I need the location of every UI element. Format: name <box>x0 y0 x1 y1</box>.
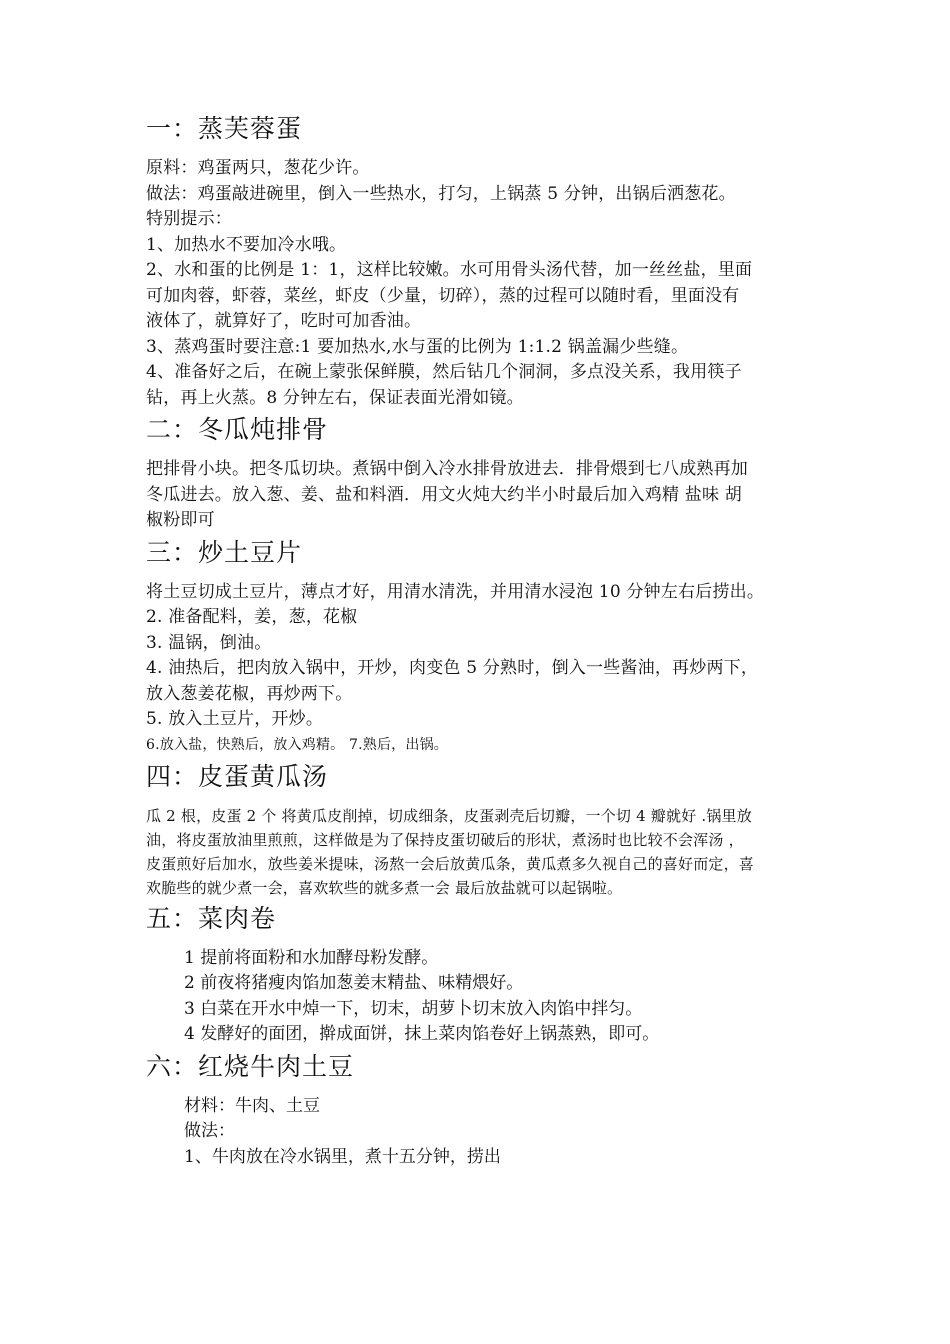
text-line: 3 白菜在开水中焯一下，切末，胡萝卜切末放入肉馅中拌匀。 <box>184 998 643 1019</box>
section-title: 二：冬瓜炖排骨 <box>146 415 329 444</box>
text-line: 可加肉蓉，虾蓉，菜丝，虾皮（少量，切碎），蒸的过程可以随时看，里面没有 <box>146 285 740 306</box>
text-line: 原料：鸡蛋两只，葱花少许。 <box>146 158 370 178</box>
text-line: 油，将皮蛋放油里煎煎，这样做是为了保持皮蛋切破后的形状，煮汤时也比较不会浑汤 ， <box>146 830 744 849</box>
text-line: 做法：鸡蛋敲进碗里，倒入一些热水，打匀，上锅蒸 5 分钟，出锅后洒葱花。 <box>146 183 736 204</box>
section-2 <box>146 413 810 534</box>
text-line: 4 发酵好的面团，擀成面饼，抹上菜肉馅卷好上锅蒸熟，即可。 <box>184 1024 660 1044</box>
text-line: 1、加热水不要加冷水哦。 <box>146 234 347 255</box>
section-title: 四：皮蛋黄瓜汤 <box>146 761 329 791</box>
text-line: 5. 放入土豆片，开炒。 <box>146 709 324 729</box>
section-title: 三：炒土豆片 <box>146 537 303 567</box>
text-line: 材料：牛肉、土豆 <box>184 1095 320 1116</box>
text-line: 2、水和蛋的比例是 1：1，这样比较嫩。水可用骨头汤代替，加一丝丝盐，里面 <box>146 260 753 280</box>
text-line: 2. 准备配料，姜，葱，花椒 <box>146 607 358 627</box>
section-3 <box>146 536 810 758</box>
text-line: 3、蒸鸡蛋时要注意:1 要加热水,水与蛋的比例为 1:1.2 锅盖漏少些缝。 <box>146 336 689 357</box>
text-line: 1、牛肉放在冷水锅里，煮十五分钟，捞出 <box>184 1146 501 1167</box>
text-line: 4. 油热后，把肉放入锅中，开炒，肉变色 5 分熟时，倒入一些酱油，再炒两下， <box>146 658 759 678</box>
text-line: 欢脆些的就少煮一会，喜欢软些的就多煮一会 最后放盐就可以起锅啦。 <box>146 878 623 897</box>
text-line: 放入葱姜花椒，再炒两下。 <box>146 683 353 704</box>
section-5 <box>146 902 810 1048</box>
text-line: 做法： <box>184 1121 235 1141</box>
text-line: 6.放入盐，快熟后，放入鸡精。 7.熟后，出锅。 <box>146 736 448 753</box>
text-line: 瓜 2 根，皮蛋 2 个 将黄瓜皮削掉，切成细条，皮蛋剥壳后切瓣，一个切 4 瓣就好 .锅里放 <box>146 806 752 825</box>
section-title: 六：红烧牛肉土豆 <box>146 1051 355 1081</box>
text-line: 1 提前将面粉和水加酵母粉发酵。 <box>184 947 439 968</box>
text-line: 钻，再上火蒸。8 分钟左右，保证表面光滑如镜。 <box>146 387 524 408</box>
text-line: 特别提示： <box>146 209 232 229</box>
section-6 <box>146 1050 810 1171</box>
section-title: 五：菜肉卷 <box>146 903 277 933</box>
text-line: 椒粉即可 <box>146 510 215 530</box>
text-line: 2 前夜将猪瘦肉馅加葱姜末精盐、味精煨好。 <box>184 973 524 993</box>
text-line: 将土豆切成土豆片，薄点才好，用清水清洗，并用清水浸泡 10 分钟左右后捞出。 <box>146 581 765 602</box>
section-4 <box>146 760 810 900</box>
text-line: 冬瓜进去。放入葱、姜、盐和料酒．用文火炖大约半小时最后加入鸡精 盐味 胡 <box>146 484 743 505</box>
section-1 <box>146 112 810 411</box>
text-line: 4、准备好之后，在碗上蒙张保鲜膜，然后钻几个洞洞，多点没关系，我用筷子 <box>146 362 742 382</box>
text-line: 3. 温锅，倒油。 <box>146 632 272 653</box>
text-line: 皮蛋煎好后加水，放些姜米提味，汤熬一会后放黄瓜条，黄瓜煮多久视自己的喜好而定，喜 <box>146 854 755 873</box>
text-line: 液体了，就算好了，吃时可加香油。 <box>146 311 422 331</box>
section-title: 一：蒸芙蓉蛋 <box>146 114 303 143</box>
text-line: 把排骨小块。把冬瓜切块。煮锅中倒入冷水排骨放进去．排骨煨到七八成熟再加 <box>146 459 748 479</box>
